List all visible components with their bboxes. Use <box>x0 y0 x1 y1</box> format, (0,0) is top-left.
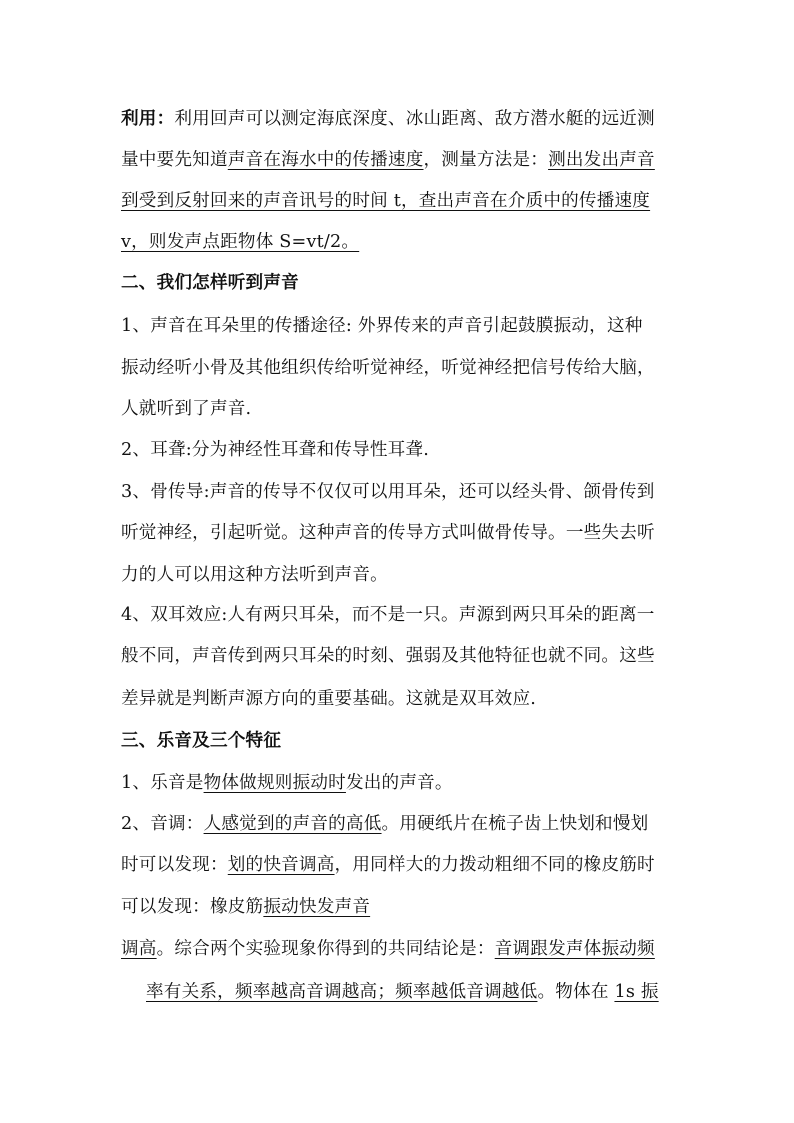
underlined-segment: 测出发出声音 <box>548 150 655 170</box>
term-label: 利用： <box>121 108 175 129</box>
text-line <box>121 687 536 711</box>
text-line <box>121 853 655 877</box>
text-line <box>121 644 655 668</box>
text-segment: 量中要先知道 <box>121 150 228 170</box>
text-line <box>121 771 453 795</box>
text-line <box>121 563 388 587</box>
text-segment: ，测量方法是： <box>423 150 549 170</box>
underlined-segment: 振动快发声音 <box>263 897 371 917</box>
text-line <box>121 521 655 545</box>
underlined-segment: 音调跟发声体振动频 <box>494 939 655 959</box>
text-segment: 利用回声可以测定海底深度、冰山距离、敌方潜水艇的远近测 <box>174 109 655 129</box>
underlined-segment: 划的快音调高 <box>227 855 335 875</box>
text-line <box>121 812 648 836</box>
text-line <box>121 189 650 213</box>
text-segment: 听觉神经，引起听觉。这种声音的传导方式叫做骨传导。一些失去听 <box>121 523 655 543</box>
section-heading <box>121 729 281 753</box>
text-segment: 3、骨传导:声音的传导不仅仅可以用耳朵，还可以经头骨、颌骨传到 <box>121 482 655 502</box>
text-segment: 1、乐音是 <box>121 773 204 793</box>
text-segment: 4、双耳效应:人有两只耳朵，而不是一只。声源到两只耳朵的距离一 <box>121 605 655 625</box>
underlined-segment: v，则发声点距物体 S=vt/2。 <box>121 232 360 252</box>
section-heading <box>121 271 299 295</box>
text-segment: 人就听到了声音. <box>121 399 252 419</box>
underlined-segment: 率有关系，频率越高音调越高；频率越低音调越低 <box>146 982 538 1002</box>
underlined-segment: 声音在海水中的传播速度 <box>227 150 424 170</box>
text-line <box>121 438 429 462</box>
text-line <box>121 148 655 172</box>
text-line <box>121 107 655 131</box>
text-segment: 般不同，声音传到两只耳朵的时刻、强弱及其他特征也就不同。这些 <box>121 646 655 666</box>
heading-text: 二、我们怎样听到声音 <box>121 272 299 293</box>
text-line <box>121 937 655 961</box>
text-line <box>146 980 659 1004</box>
text-segment: 力的人可以用这种方法听到声音。 <box>121 565 388 585</box>
text-segment: 。物体在 <box>537 982 615 1002</box>
text-line <box>121 603 655 627</box>
text-segment: 1、声音在耳朵里的传播途径: 外界传来的声音引起鼓膜振动，这种 <box>121 316 643 336</box>
text-segment: 2、耳聋:分为神经性耳聋和传导性耳聋. <box>121 440 430 460</box>
text-line <box>121 480 655 504</box>
text-segment: 时可以发现： <box>121 855 228 875</box>
text-segment: 可以发现：橡皮筋 <box>121 897 264 917</box>
underlined-segment: 调高 <box>121 939 157 959</box>
text-segment: 。综合两个实验现象你得到的共同结论是： <box>156 939 495 959</box>
text-line <box>121 230 359 254</box>
underlined-segment: 人感觉到的声音的高低 <box>203 814 382 834</box>
text-segment: ，用同样大的力拨动粗细不同的橡皮筋时 <box>334 855 655 875</box>
underlined-segment: 到受到反射回来的声音讯号的时间 t，查出声音在介质中的传播速度 <box>121 191 651 211</box>
underlined-segment: 物体做规则振动时 <box>203 773 346 793</box>
text-line <box>121 895 370 919</box>
text-line <box>121 397 251 421</box>
text-segment: 振动经听小骨及其他组织传给听觉神经，听觉神经把信号传给大脑， <box>121 358 655 378</box>
underlined-segment: 1s 振 <box>614 982 659 1002</box>
text-segment: 差异就是判断声源方向的重要基础。这就是双耳效应. <box>121 689 537 709</box>
text-segment: 发出的声音。 <box>345 773 453 793</box>
text-line <box>121 314 643 338</box>
text-line <box>121 356 655 380</box>
heading-text: 三、乐音及三个特征 <box>121 730 282 751</box>
text-segment: 。用硬纸片在梳子齿上快划和慢划 <box>381 814 649 834</box>
text-segment: 2、音调： <box>121 814 204 834</box>
